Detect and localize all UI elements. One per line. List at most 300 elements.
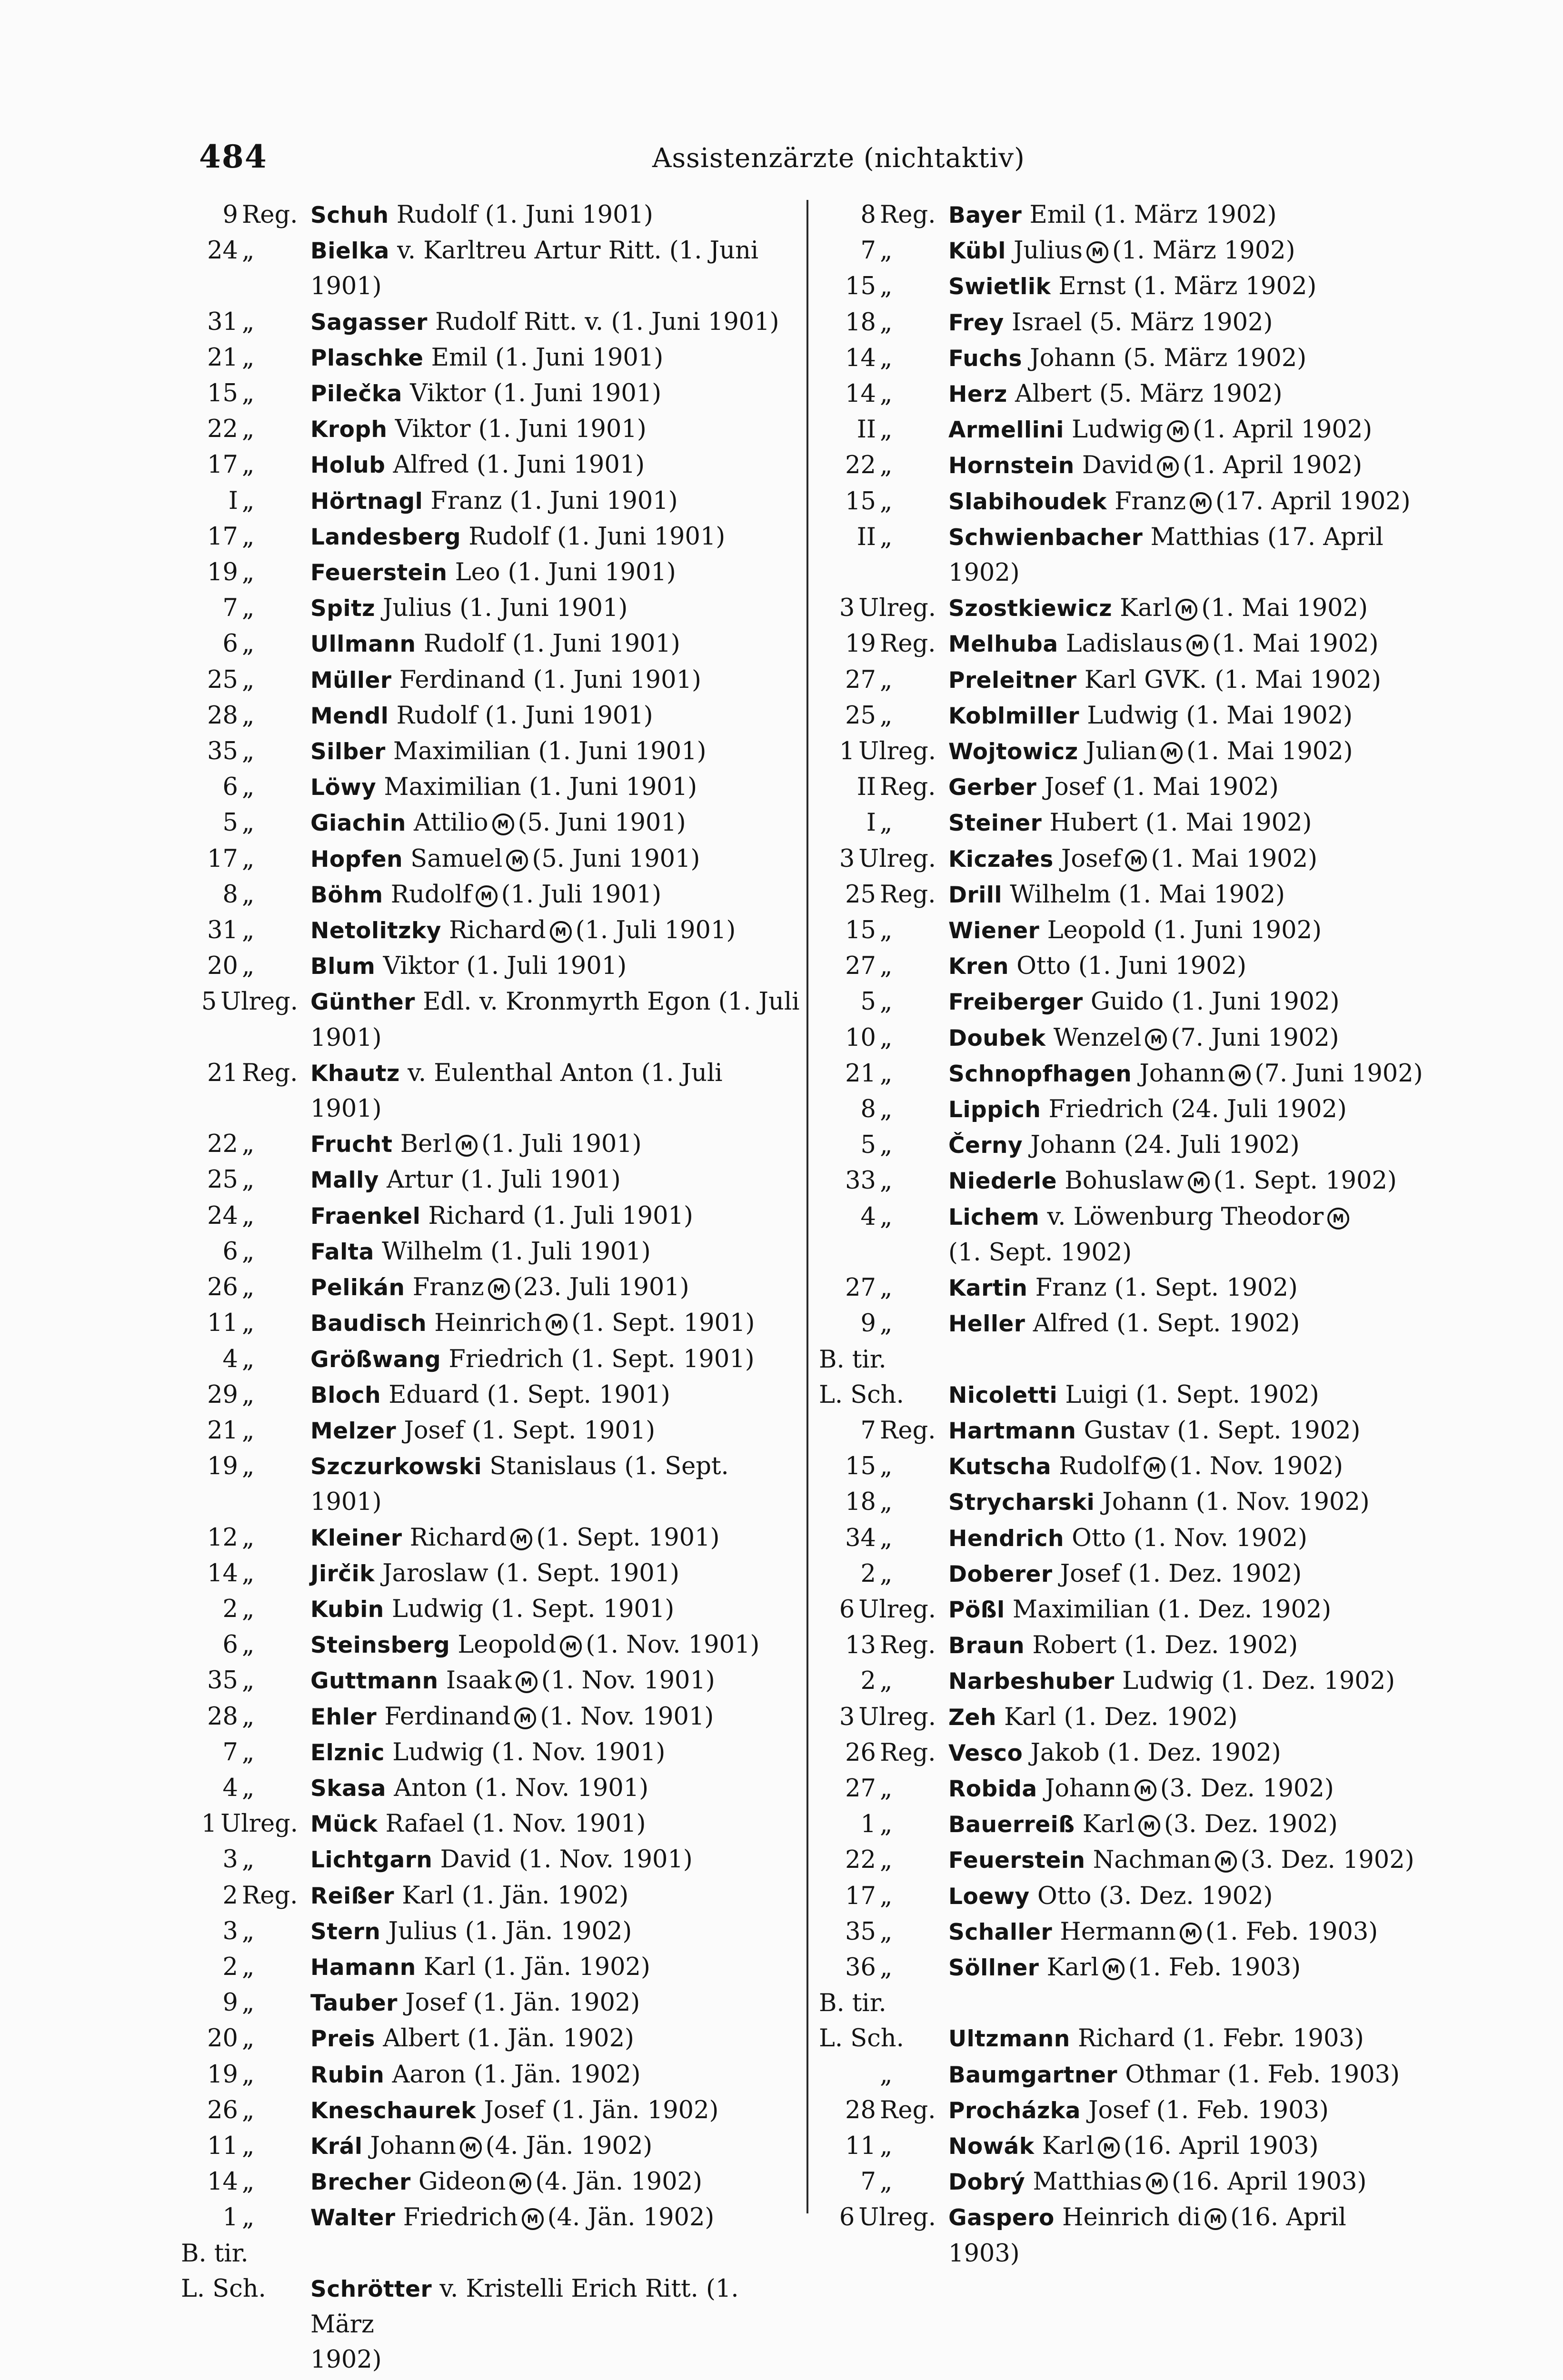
entry-details: Friedrich (24. Juli 1902) — [1048, 1095, 1347, 1124]
circled-m-icon: M — [1146, 2172, 1168, 2194]
entry-text — [948, 2200, 1443, 2236]
surname: Černy — [948, 1132, 1023, 1159]
unit-label — [181, 2021, 310, 2056]
unit-number: 35 — [207, 1666, 238, 1695]
unit-label — [819, 1342, 948, 1378]
entry-text — [310, 1771, 800, 1806]
surname: Ehler — [310, 1704, 377, 1730]
unit-label — [181, 1663, 310, 1698]
entry-details: Karl — [1042, 2132, 1094, 2160]
entry-row — [819, 1021, 1443, 1056]
unit-number: 24 — [207, 237, 238, 265]
unit-number: 26 — [845, 1738, 876, 1767]
entry-details: Richard (1. Juli 1901) — [428, 1201, 693, 1230]
entry-details: 1901) — [310, 1023, 382, 1052]
unit-number: 17 — [207, 844, 238, 873]
unit-number: 2 — [860, 1559, 876, 1588]
unit-label — [819, 484, 948, 519]
entry-date: (1. Sept. 1902) — [1213, 1167, 1397, 1195]
unit-number: 4 — [222, 1774, 238, 1802]
entry-text — [948, 1413, 1443, 1449]
right-column — [819, 198, 1443, 2271]
unit-label — [181, 626, 310, 662]
entry-text — [310, 1842, 800, 1878]
entry-details: Wilhelm (1. Juli 1901) — [382, 1237, 651, 1266]
unit-number: 2 — [222, 1595, 238, 1623]
surname: Gaspero — [948, 2205, 1055, 2231]
entry-text — [310, 984, 800, 1020]
unit-type: Ulreg. — [858, 844, 936, 873]
entry-row — [181, 447, 800, 483]
unit-number: 22 — [845, 1846, 876, 1874]
entry-text — [310, 447, 800, 483]
unit-type: „ — [242, 737, 255, 766]
unit-type: „ — [880, 1953, 893, 1982]
entry-details: Josef (1. Mai 1902) — [1044, 773, 1279, 802]
unit-type: „ — [880, 451, 893, 480]
entry-text — [310, 2057, 800, 2093]
entry-details: Viktor (1. Juni 1901) — [410, 379, 662, 408]
unit-number: 20 — [207, 2024, 238, 2053]
unit-label — [181, 2129, 310, 2164]
unit-label — [819, 1270, 948, 1306]
entry-text — [948, 377, 1443, 412]
unit-number: II — [856, 773, 876, 802]
entry-details: Karl — [1120, 594, 1172, 623]
unit-label — [181, 2057, 310, 2092]
unit-type: „ — [880, 916, 893, 945]
entry-row — [819, 1270, 1443, 1306]
entry-row — [819, 1413, 1443, 1449]
surname: Feuerstein — [310, 560, 448, 586]
entry-text — [948, 2164, 1443, 2200]
entry-text — [948, 1843, 1443, 1878]
unit-type: „ — [880, 416, 893, 444]
unit-type: „ — [242, 379, 255, 408]
entry-details: Ludwig — [1072, 416, 1164, 444]
entry-text — [948, 1771, 1443, 1807]
entry-row — [181, 2164, 800, 2200]
entry-details: Othmar (1. Feb. 1903) — [1125, 2060, 1400, 2089]
entry-text — [310, 1162, 800, 1198]
entry-text — [310, 2342, 800, 2378]
unit-number: 6 — [839, 2203, 855, 2232]
unit-number: 4 — [860, 1202, 876, 1231]
entry-row — [819, 1664, 1443, 1699]
entry-row — [819, 341, 1443, 377]
unit-number: 28 — [845, 2096, 876, 2124]
unit-label — [181, 233, 310, 268]
entry-text — [310, 2200, 800, 2236]
entry-details: Matthias — [1033, 2168, 1142, 2196]
unit-number: 18 — [845, 1488, 876, 1517]
unit-label — [819, 1879, 948, 1914]
entry-row — [181, 2057, 800, 2093]
entry-row — [819, 1843, 1443, 1878]
entry-text — [310, 2021, 800, 2057]
circled-m-icon: M — [1145, 1029, 1167, 1051]
entry-details: Johann — [370, 2132, 456, 2160]
unit-type: „ — [242, 1595, 255, 1623]
entry-text — [948, 1914, 1443, 1950]
unit-number: B. tir. — [819, 1345, 886, 1374]
unit-label — [181, 842, 310, 877]
entry-date: (1. Juli 1901) — [575, 916, 736, 945]
entry-text — [310, 484, 800, 519]
entry-text — [948, 2021, 1443, 2057]
unit-label — [819, 2021, 948, 2056]
unit-label — [819, 698, 948, 734]
unit-number: 14 — [845, 380, 876, 408]
entry-date: (1. Juli 1901) — [481, 1130, 642, 1159]
unit-type: Reg. — [880, 630, 936, 658]
unit-label — [181, 1592, 310, 1627]
entry-details: v. Kristelli Erich Ritt. (1. März — [310, 2274, 739, 2339]
unit-number: I — [866, 809, 876, 837]
unit-label — [819, 1200, 948, 1235]
entry-date: (16. April 1903) — [1123, 2132, 1319, 2160]
unit-label — [819, 913, 948, 948]
entry-row — [819, 2021, 1443, 2057]
unit-label — [819, 412, 948, 447]
unit-label — [819, 1092, 948, 1127]
entry-row — [181, 1627, 800, 1663]
entry-text — [948, 484, 1443, 520]
unit-number: 4 — [222, 1345, 238, 1373]
entry-text — [948, 2057, 1443, 2093]
surname: Hopfen — [310, 846, 403, 873]
unit-label — [819, 2057, 948, 2092]
unit-label — [819, 1449, 948, 1484]
surname: Vesco — [948, 1740, 1023, 1766]
surname: Böhm — [310, 882, 383, 908]
unit-type: „ — [880, 2132, 893, 2160]
unit-label — [819, 663, 948, 698]
entry-details: Ludwig (1. Mai 1902) — [1087, 701, 1353, 730]
unit-number: II — [856, 416, 876, 444]
entry-row — [181, 305, 800, 340]
unit-type: „ — [242, 343, 255, 372]
surname: Falta — [310, 1239, 374, 1265]
entry-row — [819, 1914, 1443, 1950]
unit-number: B. tir. — [819, 1989, 886, 2018]
unit-number: 21 — [207, 1416, 238, 1445]
entry-details: Edl. v. Kronmyrth Egon (1. Juli — [423, 988, 800, 1016]
unit-number: 22 — [207, 1130, 238, 1159]
unit-label — [819, 233, 948, 268]
entry-details: Rudolf (1. Juni 1901) — [396, 701, 653, 730]
entry-text — [310, 1735, 800, 1771]
entry-text — [948, 1557, 1443, 1592]
surname: Hendrich — [948, 1525, 1064, 1552]
entry-details: Karl (1. Jän. 1902) — [423, 1953, 650, 1981]
surname: Netolitzky — [310, 918, 441, 944]
entry-row — [181, 591, 800, 626]
unit-label — [181, 1735, 310, 1770]
unit-number: 27 — [845, 665, 876, 694]
unit-number: 7 — [860, 237, 876, 265]
entry-row — [181, 984, 800, 1020]
unit-number: 7 — [860, 1416, 876, 1445]
unit-number: II — [856, 523, 876, 551]
unit-type: „ — [880, 1274, 893, 1302]
surname: Kutscha — [948, 1454, 1052, 1480]
unit-type: Reg. — [880, 1631, 936, 1660]
surname: Braun — [948, 1633, 1025, 1659]
surname: Bauerreiß — [948, 1812, 1075, 1838]
unit-type: Ulreg. — [858, 1595, 936, 1624]
unit-label — [181, 698, 310, 734]
entry-text — [948, 877, 1443, 913]
unit-type: Reg. — [242, 201, 298, 229]
unit-type: „ — [880, 1167, 893, 1195]
surname: Dobrý — [948, 2169, 1025, 2196]
unit-number: L. Sch. — [819, 1380, 904, 1409]
entry-row — [181, 877, 800, 913]
entry-date: (1. März 1902) — [1112, 237, 1295, 265]
unit-number: 26 — [207, 2096, 238, 2124]
unit-type: Reg. — [880, 201, 936, 229]
entry-text — [948, 1306, 1443, 1342]
entry-row — [819, 1342, 1443, 1378]
entry-details: Samuel — [410, 844, 503, 873]
entry-details: Julius — [1014, 237, 1083, 265]
surname: Fuchs — [948, 345, 1023, 372]
unit-type: „ — [242, 701, 255, 730]
entry-row — [819, 1986, 1443, 2021]
unit-number: 21 — [845, 1059, 876, 1088]
unit-type: Ulreg. — [220, 988, 298, 1016]
entry-text — [948, 1235, 1443, 1270]
entry-row — [819, 2200, 1443, 2236]
entry-details: Rudolf — [390, 880, 472, 909]
unit-number: 7 — [222, 1738, 238, 1766]
entry-details: Franz (1. Juni 1901) — [430, 486, 678, 515]
entry-details: Heinrich — [434, 1309, 542, 1338]
column-divider — [806, 200, 808, 2213]
unit-type: Reg. — [242, 1059, 298, 1087]
unit-number: 6 — [222, 630, 238, 658]
entry-date: (4. Jän. 1902) — [535, 2168, 702, 2196]
entry-row — [819, 949, 1443, 984]
entry-row — [181, 1234, 800, 1270]
page-title: Assistenzärzte (nichtaktiv) — [652, 143, 1025, 174]
entry-row — [181, 1914, 800, 1950]
unit-number: 27 — [845, 1774, 876, 1803]
surname: Mally — [310, 1167, 379, 1194]
entry-row — [181, 376, 800, 412]
entry-details: Johann (5. März 1902) — [1030, 344, 1307, 372]
entry-date: (1. Feb. 1903) — [1128, 1953, 1301, 1982]
entry-details: v. Eulenthal Anton (1. Juli 1901) — [310, 1059, 723, 1123]
unit-number: 7 — [860, 2168, 876, 2196]
circled-m-icon: M — [1190, 492, 1212, 514]
page-number: 484 — [199, 138, 268, 175]
unit-number: 5 — [860, 1131, 876, 1160]
unit-label — [181, 1985, 310, 2021]
left-column — [181, 198, 800, 2378]
entry-details: Luigi (1. Sept. 1902) — [1065, 1380, 1319, 1409]
circled-m-icon: M — [456, 1135, 478, 1157]
circled-m-icon: M — [516, 1671, 538, 1693]
entry-details: Ladislaus — [1065, 630, 1183, 658]
unit-type: Ulreg. — [858, 594, 936, 623]
surname: Bielka — [310, 238, 389, 265]
unit-type: „ — [880, 1846, 893, 1874]
unit-type: Ulreg. — [220, 1810, 298, 1838]
entry-text — [948, 1092, 1443, 1128]
entry-row — [181, 2236, 800, 2271]
entry-details: Viktor (1. Juni 1901) — [395, 415, 647, 444]
unit-number: 26 — [207, 1273, 238, 1302]
unit-type: Reg. — [880, 2096, 936, 2124]
entry-text — [948, 2129, 1443, 2164]
circled-m-icon: M — [1188, 1171, 1210, 1193]
surname: Kleiner — [310, 1525, 402, 1551]
unit-type: „ — [242, 1631, 255, 1659]
circled-m-icon: M — [514, 1707, 536, 1729]
entry-details: Josef (1. Feb. 1903) — [1088, 2096, 1329, 2124]
entry-row — [181, 949, 800, 984]
unit-label — [819, 1664, 948, 1699]
unit-type: „ — [242, 1917, 255, 1945]
entry-row — [819, 1879, 1443, 1914]
unit-label — [181, 1306, 310, 1341]
unit-label — [819, 626, 948, 662]
circled-m-icon: M — [1125, 850, 1147, 872]
unit-number: 3 — [839, 844, 855, 873]
entry-text — [948, 913, 1443, 949]
entry-date: (1. Juli 1901) — [501, 880, 662, 909]
entry-details: Rafael (1. Nov. 1901) — [385, 1810, 646, 1838]
entry-details: Heinrich di — [1062, 2203, 1201, 2232]
entry-row — [181, 1735, 800, 1771]
entry-text — [948, 626, 1443, 662]
entry-row — [181, 1342, 800, 1378]
unit-label — [181, 2164, 310, 2200]
entry-details: Gustav (1. Sept. 1902) — [1084, 1416, 1361, 1445]
unit-type: „ — [880, 1667, 893, 1696]
entry-row — [819, 1378, 1443, 1413]
unit-number: 35 — [207, 737, 238, 766]
unit-number: 17 — [207, 451, 238, 479]
entry-text — [310, 2271, 800, 2342]
unit-number: 35 — [845, 1917, 876, 1946]
entry-text — [948, 1664, 1443, 1699]
unit-label — [819, 1163, 948, 1199]
unit-type: „ — [880, 1917, 893, 1946]
surname: Größwang — [310, 1346, 441, 1373]
surname: Steiner — [948, 810, 1042, 837]
unit-label — [181, 1950, 310, 1985]
entry-row — [819, 1449, 1443, 1485]
unit-number: 6 — [222, 1237, 238, 1266]
entry-row — [181, 1056, 800, 1127]
unit-type: „ — [242, 2203, 255, 2232]
entry-row — [819, 663, 1443, 698]
entry-details: Johann — [1045, 1774, 1131, 1803]
entry-text — [948, 1021, 1443, 1056]
entry-details: Robert (1. Dez. 1902) — [1032, 1631, 1298, 1660]
circled-m-icon: M — [550, 921, 572, 943]
surname: Kren — [948, 953, 1009, 980]
unit-type: „ — [242, 1452, 255, 1481]
unit-number: 13 — [845, 1631, 876, 1660]
entry-row — [181, 805, 800, 841]
entry-details: Josef (1. Sept. 1901) — [404, 1416, 656, 1445]
entry-text — [310, 340, 800, 376]
unit-type: „ — [242, 952, 255, 981]
unit-label — [181, 447, 310, 483]
surname: Rubin — [310, 2062, 385, 2088]
surname: Söllner — [948, 1954, 1039, 1981]
circled-m-icon: M — [510, 1528, 532, 1550]
unit-label — [819, 1735, 948, 1771]
unit-type: „ — [242, 1345, 255, 1373]
surname: Doubek — [948, 1025, 1046, 1051]
entry-row — [181, 198, 800, 233]
entry-date: (1. Nov. 1901) — [540, 1702, 714, 1731]
entry-date: (3. Dez. 1902) — [1160, 1774, 1334, 1803]
unit-type: „ — [242, 558, 255, 587]
unit-number: 15 — [845, 272, 876, 301]
entry-text — [948, 698, 1443, 734]
entry-text — [948, 842, 1443, 877]
entry-details: Bohuslaw — [1065, 1167, 1184, 1195]
entry-details: Alfred (1. Juni 1901) — [393, 451, 645, 479]
unit-number: 21 — [207, 343, 238, 372]
entry-text — [310, 555, 800, 591]
circled-m-icon: M — [488, 1278, 510, 1300]
entry-row — [819, 1485, 1443, 1520]
surname: Silber — [310, 739, 386, 765]
unit-label — [181, 555, 310, 590]
entry-details: Aaron (1. Jän. 1902) — [392, 2060, 641, 2089]
unit-number: 8 — [860, 1095, 876, 1124]
entry-text — [310, 591, 800, 626]
unit-number: 25 — [207, 1166, 238, 1194]
entry-text — [310, 1270, 800, 1306]
unit-label — [819, 1843, 948, 1878]
unit-label — [181, 2271, 310, 2307]
entry-row — [181, 1771, 800, 1806]
entry-row — [181, 1985, 800, 2021]
surname: Narbeshuber — [948, 1668, 1115, 1695]
entry-text — [948, 269, 1443, 305]
entry-row — [181, 233, 800, 304]
entry-text — [948, 2093, 1443, 2129]
entry-date: (17. April 1902) — [1215, 487, 1411, 516]
unit-label — [181, 1699, 310, 1735]
unit-label — [181, 1771, 310, 1806]
unit-type: „ — [880, 1059, 893, 1088]
entry-row — [819, 1771, 1443, 1807]
unit-type: „ — [880, 1131, 893, 1160]
unit-number: 12 — [207, 1523, 238, 1552]
entry-details: Viktor (1. Juli 1901) — [383, 952, 627, 981]
entry-row — [181, 1699, 800, 1735]
entry-row — [181, 1021, 800, 1056]
unit-number: 2 — [860, 1667, 876, 1696]
unit-type: „ — [242, 2132, 255, 2160]
unit-number: 25 — [845, 701, 876, 730]
entry-details: Johann (24. Juli 1902) — [1030, 1131, 1300, 1160]
unit-number: 3 — [839, 1703, 855, 1731]
entry-date: (1. Feb. 1903) — [1205, 1917, 1378, 1946]
surname: Landesberg — [310, 524, 461, 550]
unit-type: „ — [242, 916, 255, 945]
entry-date: (5. Juni 1901) — [532, 844, 700, 873]
